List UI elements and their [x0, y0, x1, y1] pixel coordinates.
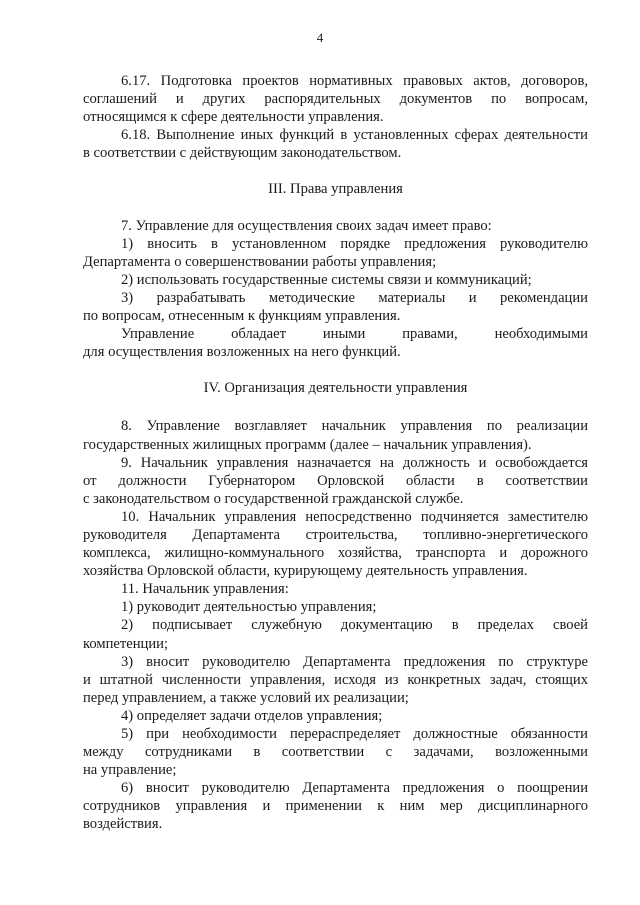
- text-line: комплекса, жилищно-коммунального хозяйства, транспорта и дорожного: [83, 545, 588, 562]
- text-line: 4) определяет задачи отделов управления;: [121, 707, 383, 724]
- text-line: с законодательством о государственной гражданской службе.: [83, 490, 464, 507]
- text-line: руководителя Департамента строительства, топливно-энергетического: [83, 526, 588, 543]
- text-line: и штатной численности управления, исходя из конкретных задач, стоящих: [83, 671, 588, 688]
- text-line: по вопросам, отнесенным к функциям управления.: [83, 308, 401, 325]
- text-line: 2) использовать государственные системы связи и коммуникаций;: [121, 271, 532, 288]
- text-line: перед управлением, а также условий их реализации;: [83, 689, 409, 706]
- text-line: Департамента о совершенствовании работы управления;: [83, 253, 437, 270]
- text-line: 6.18. Выполнение иных функций в установленных сферах деятельности: [121, 127, 588, 144]
- text-line: Управление обладает иными правами, необходимыми: [121, 326, 588, 343]
- text-line: между сотрудниками в соответствии с задачами, возложенными: [83, 744, 588, 761]
- document-body: [83, 72, 588, 834]
- text-line: от должности Губернатором Орловской области в соответствии: [83, 472, 588, 489]
- text-line: 3) вносит руководителю Департамента предложения по структуре: [121, 653, 588, 670]
- text-line: хозяйства Орловской области, курирующему деятельность управления.: [83, 563, 528, 580]
- text-line: на управление;: [83, 762, 177, 779]
- text-line: 8. Управление возглавляет начальник управления по реализации: [121, 418, 588, 435]
- text-line: государственных жилищных программ (далее – начальник управления).: [83, 436, 532, 453]
- text-line: 5) при необходимости перераспределяет должностные обязанности: [121, 726, 588, 742]
- text-line: для осуществления возложенных на него функций.: [83, 344, 401, 361]
- text-line: 7. Управление для осуществления своих задач имеет право:: [121, 217, 492, 234]
- text-line: сотрудников управления и применении к ним мер дисциплинарного: [83, 798, 588, 815]
- text-line: соглашений и других распорядительных документов по вопросам,: [83, 91, 588, 108]
- text-line: 2) подписывает служебную документацию в пределах своей: [121, 617, 588, 634]
- text-line: 1) руководит деятельностью управления;: [121, 599, 377, 616]
- section-heading: IV. Организация деятельности управления: [203, 380, 468, 397]
- section-heading: III. Права управления: [268, 181, 403, 198]
- text-line: компетенции;: [83, 635, 169, 652]
- text-line: 11. Начальник управления:: [121, 581, 289, 598]
- text-line: воздействия.: [83, 816, 163, 833]
- text-line: относящимся к сфере деятельности управления.: [83, 109, 384, 126]
- text-line: 3) разрабатывать методические материалы и рекомендации: [121, 289, 588, 306]
- text-line: в соответствии с действующим законодательством.: [83, 145, 402, 162]
- text-line: 9. Начальник управления назначается на должность и освобождается: [121, 454, 588, 471]
- text-line: 10. Начальник управления непосредственно подчиняется заместителю: [121, 508, 588, 525]
- text-line: 6.17. Подготовка проектов нормативных правовых актов, договоров,: [121, 73, 588, 89]
- text-line: 1) вносить в установленном порядке предложения руководителю: [121, 235, 588, 252]
- page-number: 4: [316, 30, 324, 45]
- text-line: 6) вносит руководителю Департамента предложения о поощрении: [121, 780, 588, 797]
